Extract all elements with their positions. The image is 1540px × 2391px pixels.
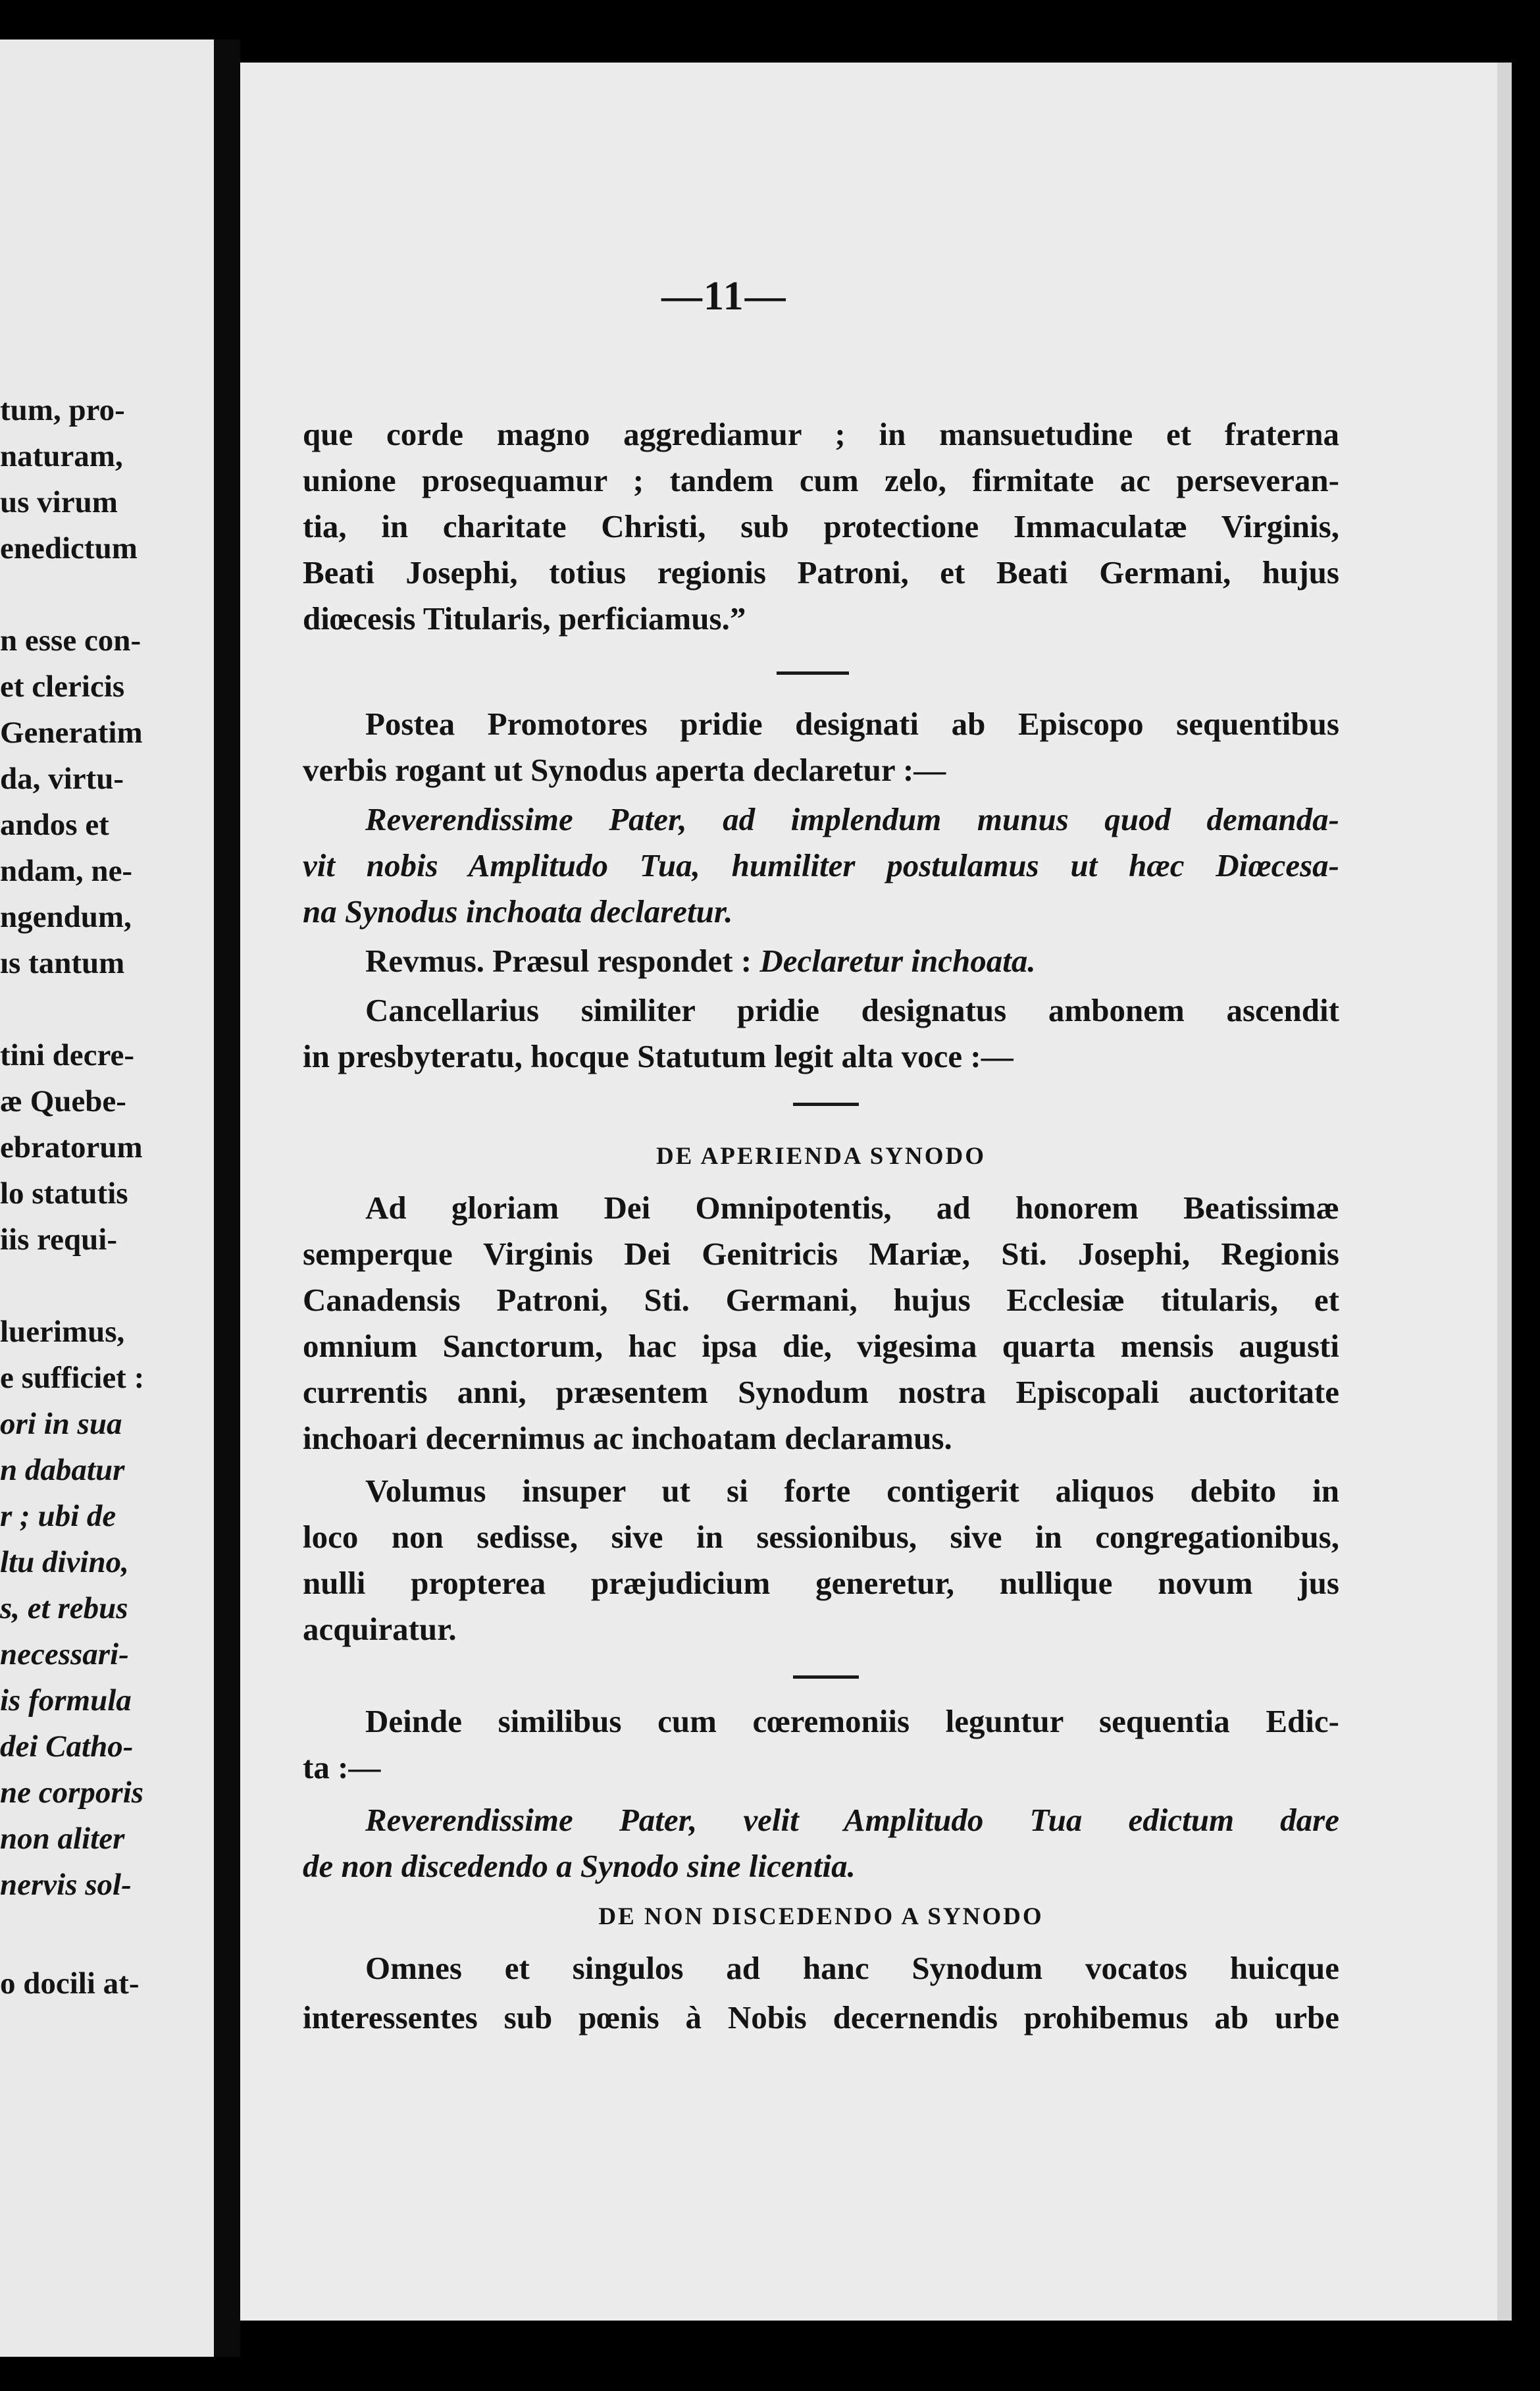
left-page-fragment-line: ebratorum — [0, 1130, 143, 1165]
section-heading: DE APERIENDA SYNODO — [655, 1143, 987, 1170]
text-line: Beati Josephi, totius regionis Patroni, et Beati Germani, hujus — [303, 554, 1339, 591]
text-line: diœcesis Titularis, perficiamus.” — [303, 600, 746, 637]
left-page-fragment-line: enedictum — [0, 531, 138, 565]
section-divider — [793, 1103, 859, 1106]
main-page — [240, 63, 1497, 2321]
left-page-fragment-line: ngendum, — [0, 900, 132, 934]
left-page-fragment-line: us virum — [0, 485, 118, 519]
left-page-fragment-line: ltu divino, — [0, 1545, 129, 1579]
left-page-fragment-line: n esse con- — [0, 623, 141, 658]
text-line — [303, 945, 1339, 977]
left-page-fragment-line: ıs tantum — [0, 946, 125, 980]
text-line: que corde magno aggrediamur ; in mansuetudine et fraterna — [303, 416, 1339, 452]
respondet-reply: Declaretur inchoata. — [759, 943, 1036, 979]
left-page-fragment-line: nervis sol- — [0, 1868, 132, 1902]
left-page-fragment-line: e sufficiet : — [0, 1361, 145, 1395]
left-page-fragment-line: r ; ubi de — [0, 1499, 116, 1533]
text-line: na Synodus inchoata declaretur. — [303, 893, 733, 930]
text-line: Postea Promotores pridie designati ab Episcopo sequentibus — [365, 706, 1339, 742]
page-edge — [1497, 63, 1512, 2321]
text-line: ta :— — [303, 1749, 381, 1785]
left-page-fragment-line: lo statutis — [0, 1176, 128, 1211]
left-page-fragment-line: ne corporis — [0, 1775, 144, 1810]
text-line: Deinde similibus cum cœremoniis leguntur sequentia Edic- — [365, 1703, 1339, 1739]
text-line: nulli propterea præjudicium generetur, nullique novum jus — [303, 1565, 1339, 1601]
text-line: Ad gloriam Dei Omnipotentis, ad honorem Beatissimæ — [365, 1190, 1339, 1226]
text-line: Reverendissime Pater, ad implendum munus quod demanda- — [365, 801, 1339, 837]
text-line: vit nobis Amplitudo Tua, humiliter postulamus ut hæc Diœcesa- — [303, 847, 1339, 883]
left-page-fragment-line: æ Quebe- — [0, 1084, 126, 1118]
left-page-fragment-line: andos et — [0, 808, 109, 842]
respondet-text: Revmus. Præsul respondet : — [365, 943, 760, 979]
text-line: acquiratur. — [303, 1611, 457, 1647]
left-page-fragment-line: o docili at- — [0, 1966, 140, 2001]
left-page-fragment-line: luerimus, — [0, 1315, 125, 1349]
text-line: loco non sedisse, sive in sessionibus, sive in congregationibus, — [303, 1519, 1339, 1555]
section-heading: DE NON DISCEDENDO A SYNODO — [598, 1903, 1044, 1930]
text-line: Cancellarius similiter pridie designatus ambonem ascendit — [365, 992, 1339, 1028]
text-line: Reverendissime Pater, velit Amplitudo Tua edictum dare — [365, 1802, 1339, 1838]
left-page-fragment — [0, 39, 214, 2357]
section-divider — [777, 671, 849, 675]
text-line: inchoari decernimus ac inchoatam declaramus. — [303, 1420, 952, 1456]
left-page-fragment-line: Generatim — [0, 716, 143, 750]
book-gutter — [214, 39, 240, 2357]
left-page-fragment-line: dei Catho- — [0, 1729, 134, 1764]
left-page-fragment-line: s, et rebus — [0, 1591, 128, 1625]
left-page-fragment-line: non aliter — [0, 1822, 125, 1856]
left-page-fragment-line: ndam, ne- — [0, 854, 133, 888]
text-line: semperque Virginis Dei Genitricis Mariæ, Sti. Josephi, Regionis — [303, 1236, 1339, 1272]
left-page-fragment-line: tum, pro- — [0, 393, 125, 427]
text-line: omnium Sanctorum, hac ipsa die, vigesima quarta mensis augusti — [303, 1328, 1339, 1364]
text-line: interessentes sub pœnis à Nobis decernendis prohibemus ab urbe — [303, 1999, 1339, 2036]
text-line: in presbyteratu, hocque Statutum legit alta voce :— — [303, 1038, 1014, 1074]
left-page-fragment-line: ori in sua — [0, 1407, 122, 1441]
text-line: verbis rogant ut Synodus aperta declaretur :— — [303, 752, 946, 788]
text-line: Omnes et singulos ad hanc Synodum vocatos huicque — [365, 1950, 1339, 1986]
left-page-fragment-line: et clericis — [0, 670, 125, 704]
text-line: Canadensis Patroni, Sti. Germani, hujus Ecclesiæ titularis, et — [303, 1282, 1339, 1318]
text-line: de non discedendo a Synodo sine licentia. — [303, 1848, 856, 1884]
left-page-fragment-line: n dabatur — [0, 1453, 125, 1487]
left-page-fragment-line: necessari- — [0, 1637, 129, 1671]
left-page-fragment-line: is formula — [0, 1683, 132, 1718]
left-page-fragment-line: naturam, — [0, 439, 123, 473]
text-line: tia, in charitate Christi, sub protectione Immaculatæ Virginis, — [303, 508, 1339, 544]
left-page-fragment-line: tini decre- — [0, 1038, 135, 1072]
section-divider — [793, 1675, 859, 1679]
left-page-fragment-line: da, virtu- — [0, 762, 124, 796]
left-page-fragment-line: iis requi- — [0, 1222, 118, 1257]
text-line: unione prosequamur ; tandem cum zelo, firmitate ac perseveran- — [303, 462, 1339, 498]
page-number: —11— — [661, 274, 787, 319]
text-line: currentis anni, præsentem Synodum nostra Episcopali auctoritate — [303, 1374, 1339, 1410]
text-line: Volumus insuper ut si forte contigerit aliquos debito in — [365, 1473, 1339, 1509]
